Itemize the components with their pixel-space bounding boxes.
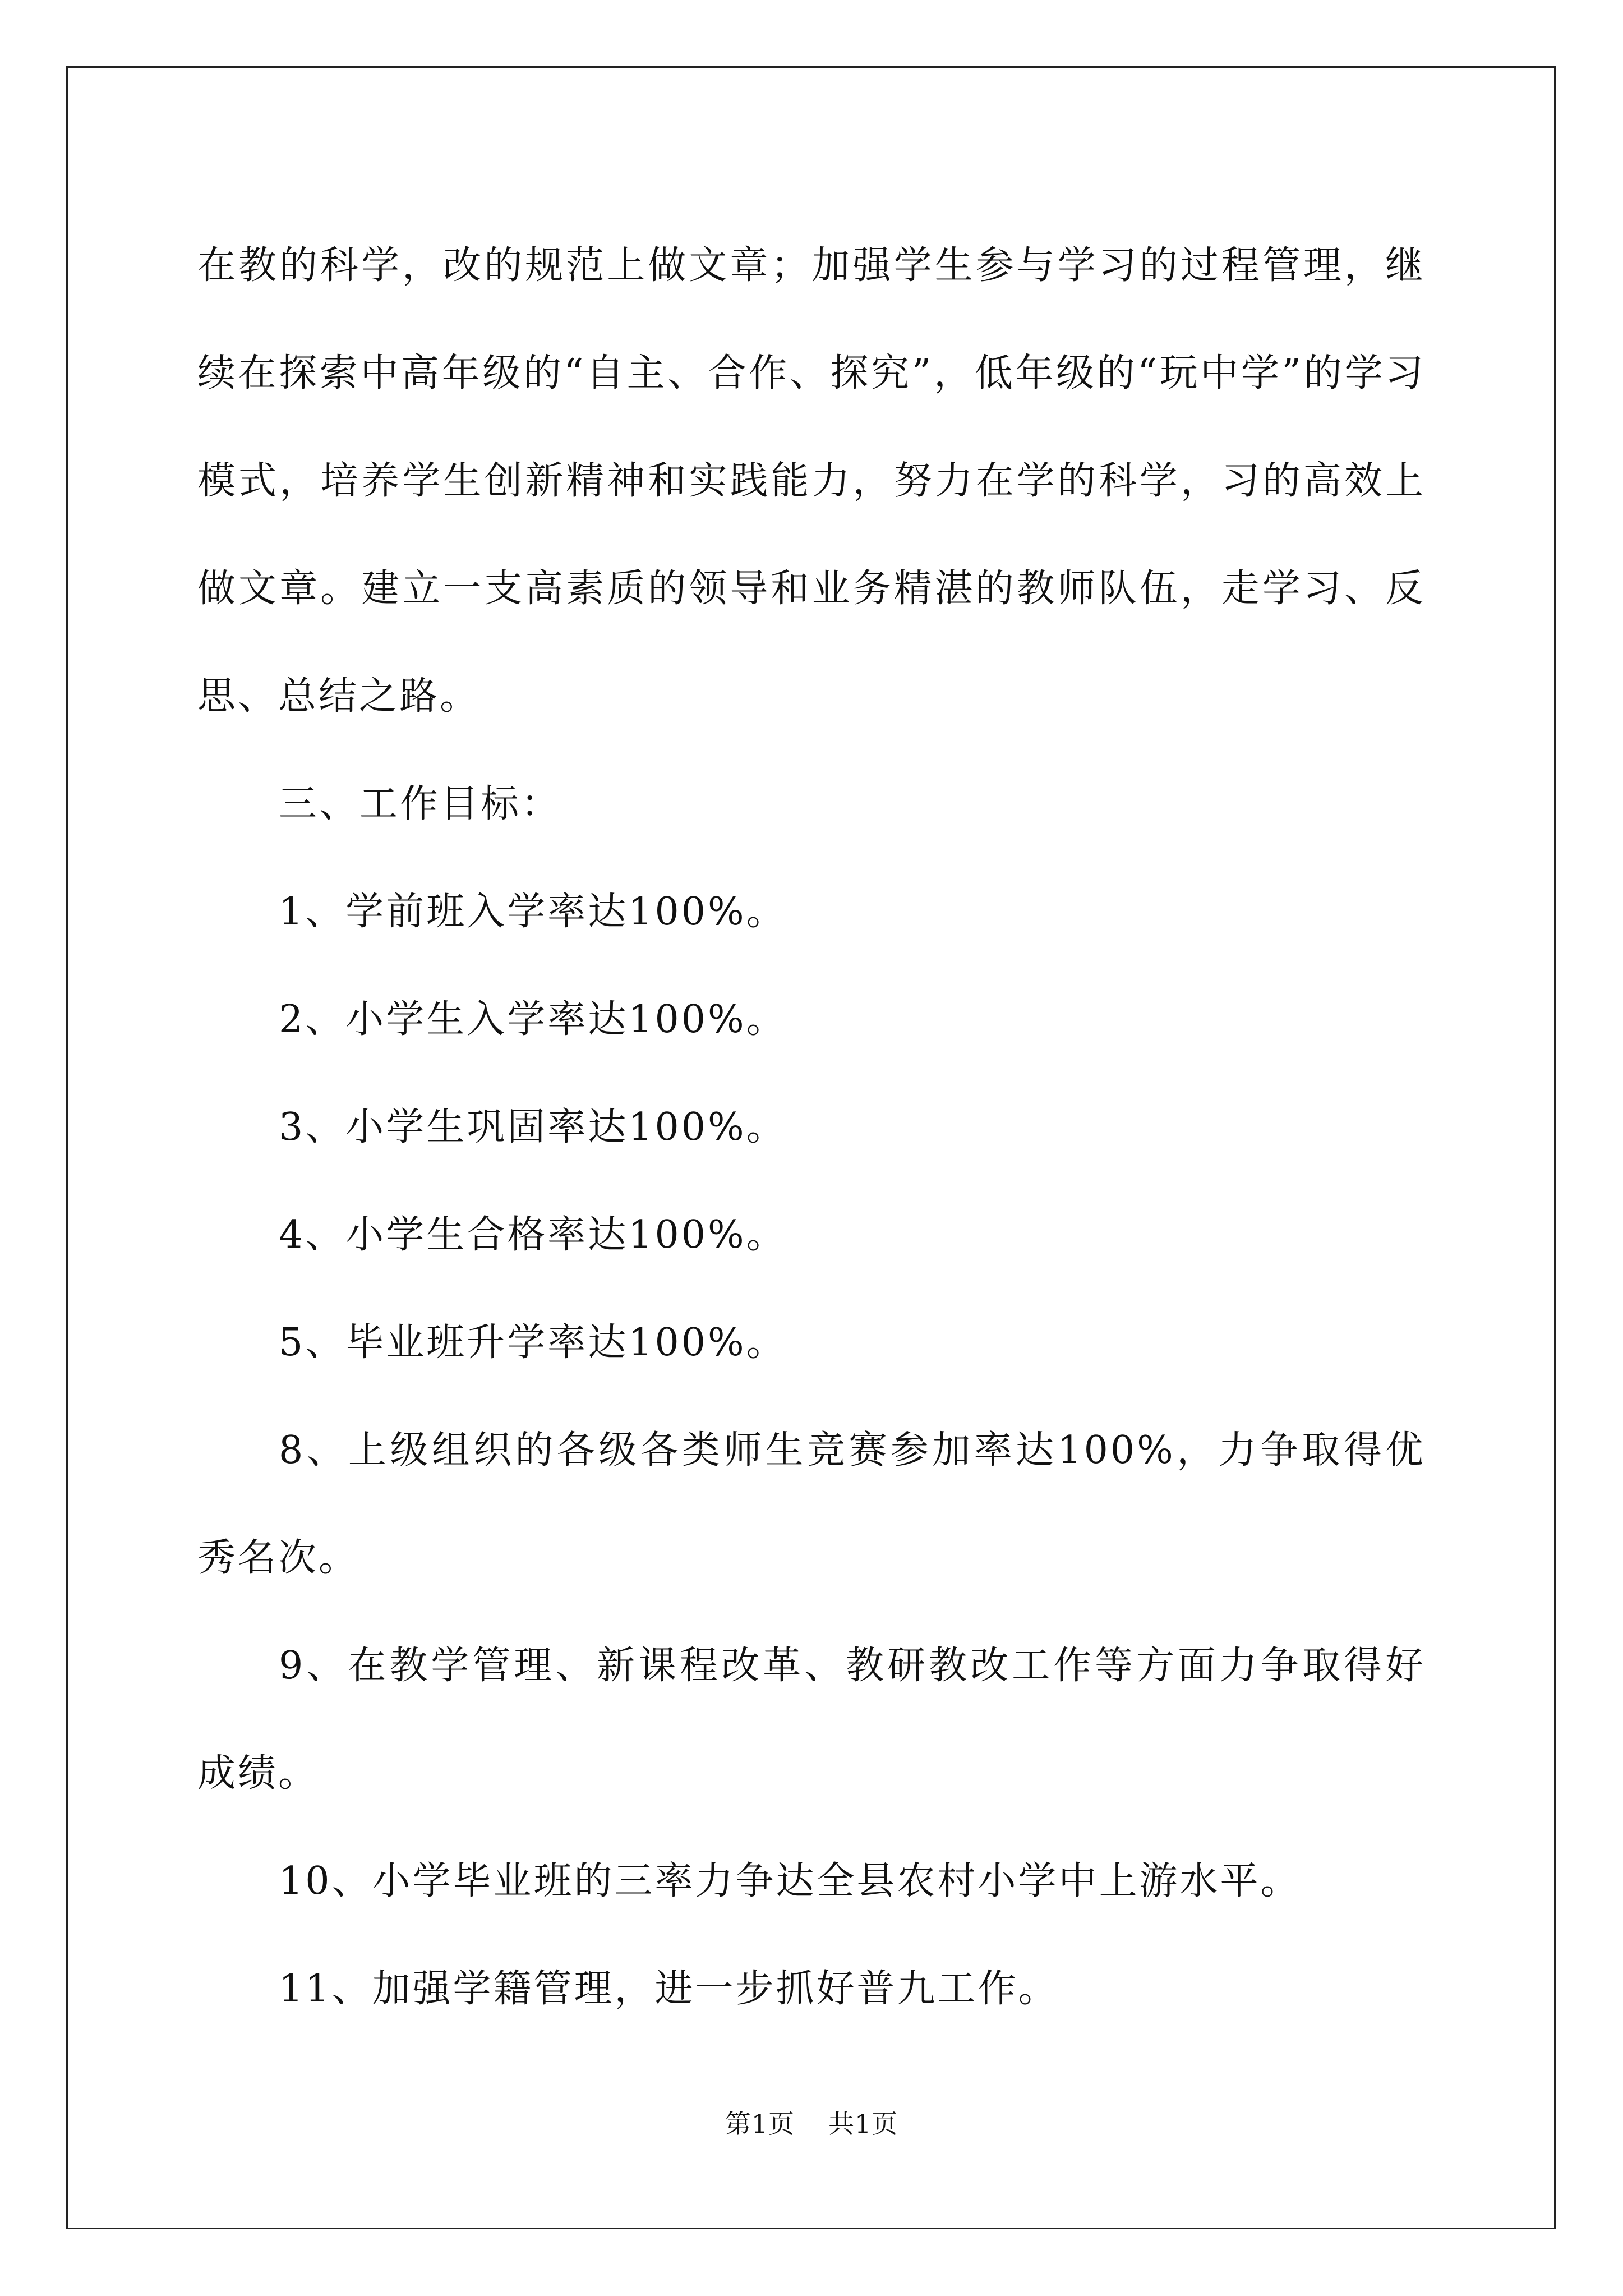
- page-number-current: 第1页: [725, 2109, 795, 2139]
- page-footer: [0, 2107, 1623, 2141]
- goal-item-9: 9、在教学管理、新课程改革、教研教改工作等方面力争取得好成绩。: [197, 1644, 1426, 1796]
- goal-item-2: 2、小学生入学率达100%。: [279, 997, 787, 1042]
- goal-item-10: 10、小学毕业班的三率力争达全县农村小学中上游水平。: [279, 1859, 1301, 1903]
- document-body: [197, 212, 1426, 2043]
- goal-item-5: 5、毕业班升学率达100%。: [279, 1320, 787, 1365]
- paragraph-intro: 在教的科学，改的规范上做文章；加强学生参与学习的过程管理，继续在探索中高年级的“自主、合作、探究”，低年级的“玩中学”的学习模式，培养学生创新精神和实践能力，努力在学的科学，习的高效上做文章。建立一支高素质的领导和业务精湛的教师队伍，走学习、反思、总结之路。: [197, 243, 1426, 719]
- goal-item-4: 4、小学生合格率达100%。: [279, 1213, 787, 1257]
- goal-item-8: 8、上级组织的各级各类师生竞赛参加率达100%，力争取得优秀名次。: [197, 1428, 1426, 1580]
- page-number-total: 共1页: [828, 2109, 898, 2139]
- goal-item-1: 1、学前班入学率达100%。: [279, 890, 787, 934]
- goal-item-3: 3、小学生巩固率达100%。: [279, 1105, 787, 1149]
- section-heading-goals: 三、工作目标：: [279, 782, 562, 826]
- goal-item-11: 11、加强学籍管理，进一步抓好普九工作。: [279, 1967, 1059, 2011]
